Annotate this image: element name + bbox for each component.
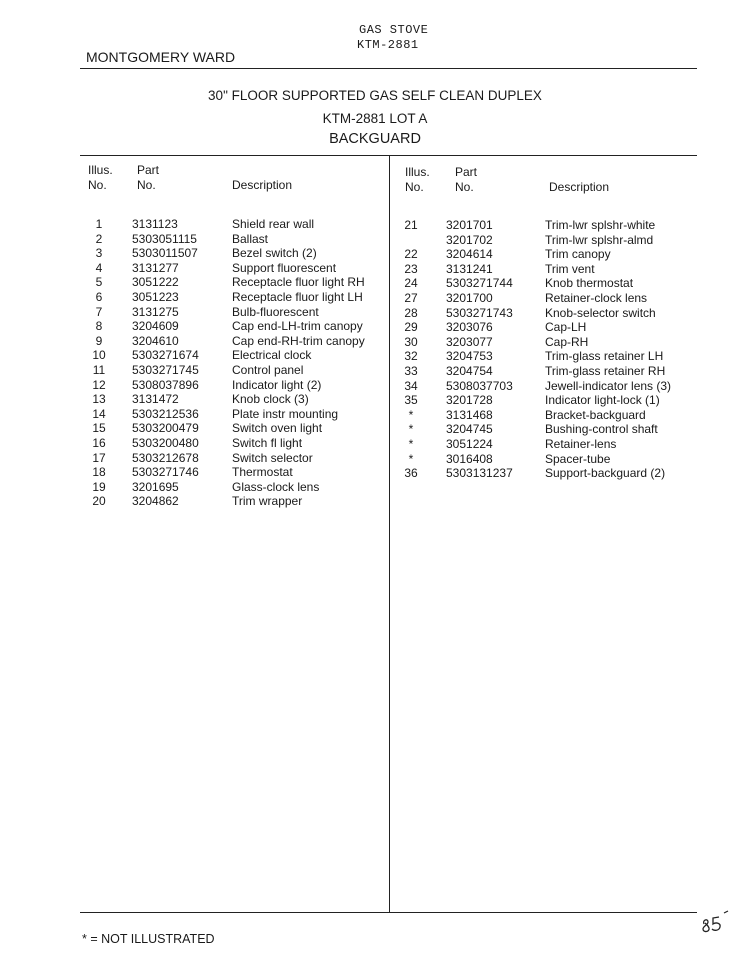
illus-number: 7 [95, 304, 103, 319]
part-description: Retainer-lens [545, 437, 617, 451]
illus-number: 3 [95, 246, 103, 261]
part-description: Knob thermostat [545, 276, 634, 291]
part-number: 5303271743 [446, 305, 513, 320]
part-description: Glass-clock lens [232, 479, 320, 494]
part-description: Trim wrapper [232, 494, 303, 509]
illus-number: 23 [404, 261, 418, 276]
illus-number: 27 [404, 291, 418, 305]
part-number: 3204754 [446, 364, 493, 378]
page-title: 30" FLOOR SUPPORTED GAS SELF CLEAN DUPLEX [208, 88, 542, 103]
illus-number: * [408, 451, 414, 466]
parts-row [0, 480, 750, 495]
part-number: 3201728 [446, 393, 493, 408]
part-description: Bezel switch (2) [232, 246, 317, 261]
part-description: Spacer-tube [545, 451, 611, 466]
illus-number: 9 [95, 333, 103, 348]
part-number: 3016408 [446, 451, 493, 466]
illus-number: 36 [404, 466, 418, 481]
part-number: 3051224 [446, 437, 493, 451]
illus-number: 17 [92, 450, 106, 465]
part-number: 3203076 [446, 320, 493, 335]
right-part-header [455, 165, 477, 195]
illus-header-line2: No. [405, 180, 424, 194]
part-description: Receptacle fluor light RH [232, 275, 365, 290]
part-number: 3201701 [446, 218, 493, 232]
part-description: Retainer-clock lens [545, 291, 648, 305]
illus-number: 29 [404, 320, 418, 335]
part-description: Switch selector [232, 450, 313, 465]
illus-number: 1 [95, 217, 103, 231]
part-number: 3203077 [446, 334, 493, 349]
parts-row [0, 262, 750, 277]
part-number: 5303200480 [132, 436, 199, 450]
part-header-line2: No. [455, 180, 474, 194]
part-description: Electrical clock [232, 348, 312, 363]
part-description: Trim-glass retainer RH [545, 364, 666, 378]
illus-number: 8 [95, 319, 103, 334]
brand-name: MONTGOMERY WARD [86, 49, 236, 65]
part-number: 5303212678 [132, 450, 199, 465]
illus-number: 28 [404, 305, 418, 320]
part-number: 5308037703 [446, 378, 513, 393]
typed-model-number: KTM-2881 [357, 38, 419, 52]
part-header-line2: No. [137, 178, 156, 192]
part-description: Receptacle fluor light LH [232, 290, 363, 304]
parts-row [0, 335, 750, 350]
part-description: Switch oven light [232, 421, 323, 436]
part-description: Knob-selector switch [545, 305, 656, 320]
part-number: 3204609 [132, 319, 179, 334]
parts-row [0, 393, 750, 408]
parts-row [0, 437, 750, 452]
part-description: Support fluorescent [232, 260, 337, 275]
parts-row [0, 422, 750, 437]
right-illus-header [405, 165, 430, 195]
part-number: 3204745 [446, 422, 493, 437]
part-description: Indicator light (2) [232, 377, 322, 392]
parts-row [0, 276, 750, 291]
illus-number: 21 [404, 218, 418, 232]
part-number: 3201702 [446, 232, 493, 247]
part-number: 3201695 [132, 479, 179, 494]
part-number: 3131275 [132, 304, 179, 319]
part-number: 3131277 [132, 260, 179, 275]
part-number: 5308037896 [132, 377, 199, 392]
illus-number: * [408, 437, 414, 451]
part-number: 3131468 [446, 407, 493, 422]
part-description: Trim canopy [545, 247, 611, 262]
illus-number: 22 [404, 247, 418, 262]
parts-row [0, 364, 750, 379]
typed-product-line: GAS STOVE [359, 23, 429, 37]
part-number: 3131472 [132, 392, 179, 407]
part-number: 3204753 [446, 349, 493, 364]
part-description: Trim-lwr splshr-white [545, 218, 656, 232]
part-number: 5303051115 [132, 231, 197, 246]
illus-number: * [408, 407, 414, 422]
part-description: Bushing-control shaft [545, 422, 658, 437]
part-number: 5303271746 [132, 465, 199, 480]
illus-number: 24 [404, 276, 418, 291]
part-number: 5303212536 [132, 406, 199, 421]
parts-row [0, 494, 750, 509]
parts-row [0, 408, 750, 423]
part-number: 3131241 [446, 261, 493, 276]
part-description: Trim-lwr splshr-almd [545, 232, 654, 247]
illus-number: * [408, 422, 414, 437]
illus-number: 2 [95, 231, 103, 246]
part-description: Indicator light-lock (1) [545, 393, 660, 408]
parts-row [0, 349, 750, 364]
header-rule [80, 68, 697, 69]
part-number: 5303271674 [132, 348, 199, 363]
illus-number: 10 [92, 348, 106, 363]
part-number: 5303011507 [132, 246, 198, 261]
part-description: Trim-glass retainer LH [545, 349, 664, 364]
part-description: Cap end-LH-trim canopy [232, 319, 363, 334]
part-number: 3201700 [446, 291, 493, 305]
parts-row [0, 320, 750, 335]
illus-number: 18 [92, 465, 106, 480]
part-description: Plate instr mounting [232, 406, 339, 421]
illus-number: 16 [92, 436, 106, 450]
part-description: Trim vent [545, 261, 595, 276]
part-number: 3204614 [446, 247, 493, 262]
parts-row [0, 379, 750, 394]
part-description: Switch fl light [232, 436, 303, 450]
part-number: 3051222 [132, 275, 179, 290]
part-description: Bracket-backguard [545, 407, 646, 422]
part-number: 3204862 [132, 494, 179, 509]
parts-row [0, 452, 750, 467]
part-number: 5303131237 [446, 466, 513, 481]
illus-number: 35 [404, 393, 418, 408]
left-illus-header [88, 163, 113, 193]
footnote: * = NOT ILLUSTRATED [82, 932, 215, 946]
part-description: Shield rear wall [232, 217, 315, 231]
part-number: 3131123 [132, 217, 178, 231]
parts-row [0, 247, 750, 262]
left-part-header [137, 163, 159, 193]
part-number: 5303200479 [132, 421, 199, 436]
illus-header-line2: No. [88, 178, 107, 192]
illus-number: 30 [404, 334, 418, 349]
section-title: BACKGUARD [329, 131, 421, 147]
handwritten-page-mark [700, 910, 730, 938]
part-description: Support-backguard (2) [545, 466, 666, 481]
part-description: Cap-LH [545, 320, 587, 335]
part-description: Cap-RH [545, 334, 589, 349]
page-subtitle: KTM-2881 LOT A [322, 111, 428, 126]
illus-number: 4 [95, 260, 103, 275]
illus-number: 13 [92, 392, 106, 407]
illus-number: 34 [404, 378, 418, 393]
illus-number: 11 [92, 363, 106, 377]
part-description: Jewell-indicator lens (3) [545, 378, 672, 393]
part-header-line1: Part [137, 163, 160, 177]
illus-number: 20 [92, 494, 106, 509]
table-bottom-rule [80, 912, 697, 913]
part-header-line1: Part [455, 165, 478, 179]
part-description: Bulb-fluorescent [232, 304, 319, 319]
part-description: Cap end-RH-trim canopy [232, 333, 365, 348]
illus-number: 32 [404, 349, 418, 364]
part-description: Control panel [232, 363, 304, 377]
parts-row [0, 466, 750, 481]
parts-row [0, 218, 750, 233]
parts-row [0, 306, 750, 321]
right-description-header: Description [549, 180, 610, 194]
part-number: 3051223 [132, 290, 179, 304]
left-description-header: Description [232, 178, 293, 192]
part-description: Thermostat [232, 465, 293, 480]
illus-header-line1: Illus. [405, 165, 430, 179]
illus-number: 6 [95, 290, 103, 304]
parts-row [0, 291, 750, 306]
part-number: 5303271745 [132, 363, 199, 377]
illus-number: 19 [92, 479, 106, 494]
illus-number: 5 [95, 275, 103, 290]
part-description: Knob clock (3) [232, 392, 309, 407]
illus-number: 15 [92, 421, 106, 436]
illus-number: 33 [404, 364, 418, 378]
illus-number: 12 [92, 377, 106, 392]
illus-number: 14 [92, 406, 106, 421]
part-number: 3204610 [132, 333, 179, 348]
part-number: 5303271744 [446, 276, 513, 291]
illus-header-line1: Illus. [88, 163, 113, 177]
parts-row [0, 233, 750, 248]
part-description: Ballast [232, 231, 269, 246]
